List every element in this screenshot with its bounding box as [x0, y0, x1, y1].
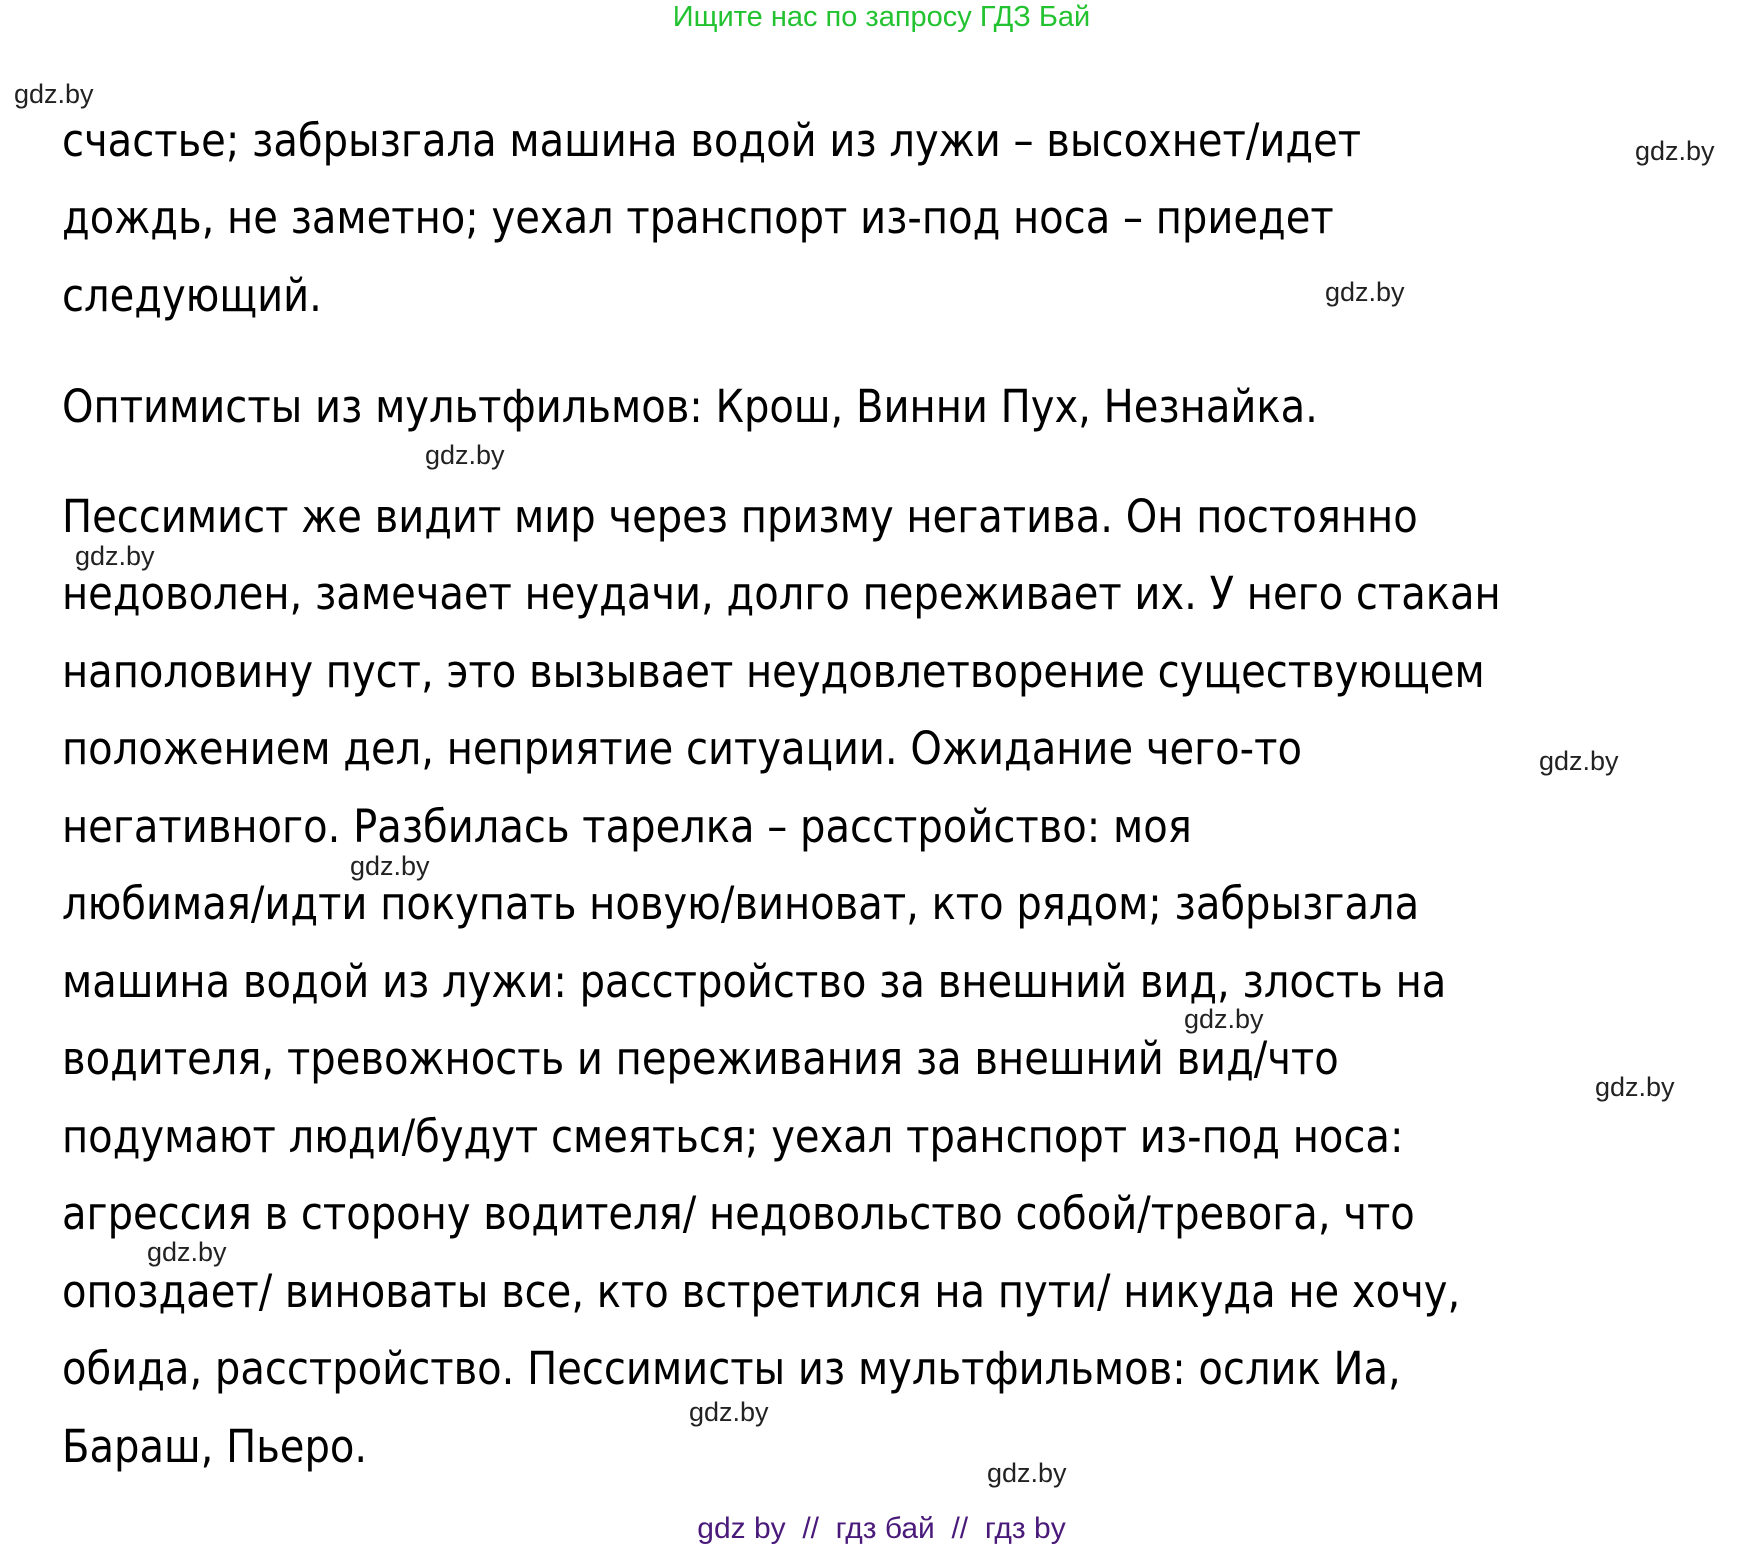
text-line: опоздает/ виноваты все, кто встретился на пути/ никуда не хочу, — [62, 1265, 1461, 1318]
text-line: недоволен, замечает неудачи, долго переживает их. У него стакан — [62, 567, 1501, 620]
watermark: gdz.by — [1595, 1072, 1675, 1102]
watermark: gdz.by — [689, 1397, 769, 1427]
text-line: счастье; забрызгала машина водой из лужи – высохнет/идет — [62, 114, 1362, 167]
watermark: gdz.by — [1325, 277, 1405, 307]
watermark: gdz.by — [987, 1458, 1067, 1488]
text-line: Бараш, Пьеро. — [62, 1420, 368, 1473]
text-line: обида, расстройство. Пессимисты из мультфильмов: ослик Иа, — [62, 1342, 1401, 1395]
watermark: gdz.by — [75, 541, 155, 571]
footer-watermark: gdz by // гдз бай // гдз by — [697, 1512, 1066, 1545]
text-line: Оптимисты из мультфильмов: Крош, Винни Пух, Незнайка. — [62, 380, 1318, 433]
search-hint-banner: Ищите нас по запросу ГДЗ Бай — [672, 1, 1091, 33]
text-line: машина водой из лужи: расстройство за внешний вид, злость на — [62, 955, 1447, 1008]
text-line: положением дел, неприятие ситуации. Ожидание чего-то — [62, 722, 1302, 775]
text-line: наполовину пуст, это вызывает неудовлетворение существующем — [62, 645, 1485, 698]
watermark: gdz.by — [1635, 136, 1715, 166]
watermark: gdz.by — [14, 79, 94, 109]
text-line: Пессимист же видит мир через призму негатива. Он постоянно — [62, 490, 1418, 543]
text-line: водителя, тревожность и переживания за внешний вид/что — [62, 1032, 1339, 1085]
watermark: gdz.by — [1184, 1004, 1264, 1034]
text-line: агрессия в сторону водителя/ недовольство собой/тревога, что — [62, 1187, 1415, 1240]
watermark: gdz.by — [147, 1237, 227, 1267]
watermark: gdz.by — [1539, 746, 1619, 776]
text-line: дождь, не заметно; уехал транспорт из-под носа – приедет — [62, 191, 1334, 244]
text-line: следующий. — [62, 269, 322, 322]
watermark: gdz.by — [350, 851, 430, 881]
text-line: негативного. Разбилась тарелка – расстройство: моя — [62, 800, 1192, 853]
text-line: любимая/идти покупать новую/виноват, кто рядом; забрызгала — [62, 877, 1420, 930]
text-line: подумают люди/будут смеяться; уехал транспорт из-под носа: — [62, 1110, 1404, 1163]
watermark: gdz.by — [425, 440, 505, 470]
